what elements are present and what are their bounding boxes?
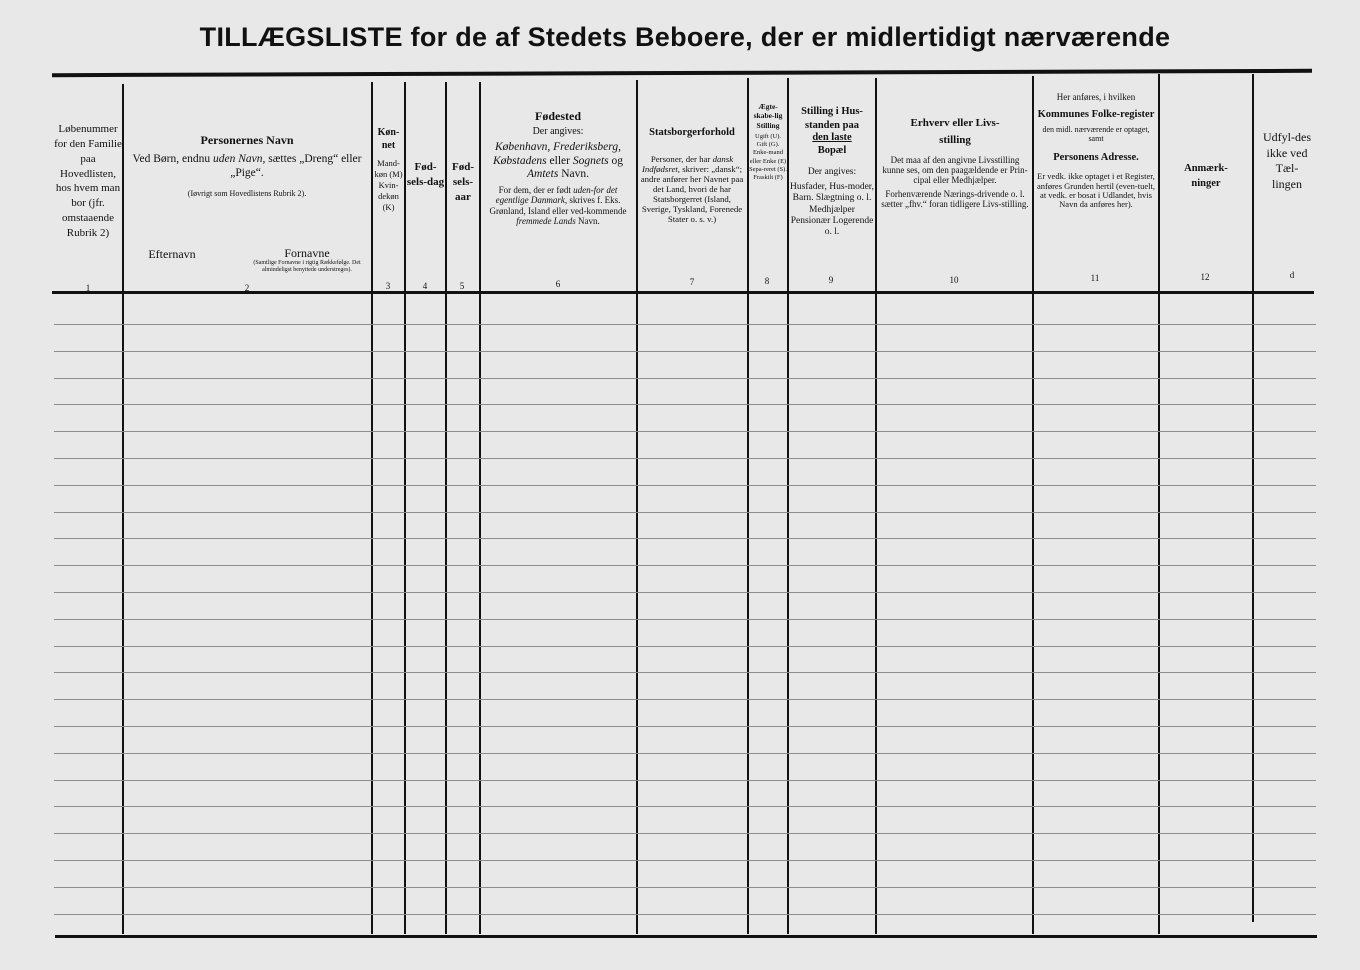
col6-p2c: Navn.: [575, 216, 600, 227]
col11-text: Er vedk. ikke optaget i et Register, anføres Grunden hertil (even-tuelt, at vedk. er bosat i Udlandet, hvis Navn da anføres her).: [1036, 171, 1155, 210]
row-rule: [54, 351, 1316, 352]
row-rule: [54, 378, 1316, 379]
col6-heading: Fødested: [535, 109, 581, 123]
col9-heading-underline: den laste: [812, 132, 852, 144]
col9-header: [790, 105, 874, 239]
col5-header: [447, 160, 479, 205]
col2-sub-left: Efternavn: [148, 247, 196, 261]
table-bottom-rule: [55, 935, 1317, 938]
col6-t2: og: [608, 154, 623, 167]
col-number-d: d: [1289, 270, 1295, 280]
col-number-6: 6: [555, 279, 561, 289]
col2-fornavne-note: (Samtlige Fornavne i rigtig Rækkefølge. Det almindeligst benyttede understreges).: [253, 260, 361, 273]
col4-header: [406, 160, 445, 190]
col7-header: [638, 127, 746, 224]
col6-it3: Amtets: [527, 167, 559, 180]
col11-heading: Kommunes Folke-register: [1037, 108, 1155, 120]
cold-text: Udfyl-des ikke ved Tæl-lingen: [1263, 130, 1311, 191]
col-number-12: 12: [1200, 272, 1210, 282]
row-rule: [54, 780, 1316, 781]
col12-header: [1160, 162, 1252, 191]
col10-p1: Det maa af den angivne Livsstilling kunne ses, om den paagældende er Prin-cipal eller Medhjælper.: [882, 155, 1028, 185]
col2-note-a: Ved Børn, endnu: [132, 153, 213, 166]
col-number-9: 9: [828, 275, 834, 285]
col9-text: Husfader, Hus-moder, Barn. Slægtning o. l. Medhjælper Pensionær Logerende o. l.: [790, 181, 874, 238]
row-rule: [54, 646, 1316, 647]
row-rule: [54, 512, 1316, 513]
col-number-7: 7: [689, 277, 695, 287]
col2-note: [132, 153, 361, 179]
row-rule: [54, 538, 1316, 539]
col2-sub-right: [248, 246, 366, 274]
row-rule: [54, 833, 1316, 834]
col3-heading: Køn-net: [377, 127, 400, 151]
row-rule: [54, 753, 1316, 754]
col9-heading2: Bopæl: [817, 144, 847, 156]
col11-header: [1035, 92, 1157, 210]
col1-header: [54, 122, 122, 241]
col2-header: [126, 133, 368, 199]
col7-heading: Statsborgerforhold: [649, 127, 735, 138]
col-number-5: 5: [459, 281, 465, 291]
col10-p2: Forhenværende Nærings-drivende o. l. sætter „fhv.“ foran tidligere Livs-stilling.: [881, 188, 1029, 209]
row-rule: [54, 565, 1316, 566]
col-number-4: 4: [422, 281, 428, 291]
col4-heading: Fød-sels-dag: [406, 161, 445, 188]
col-divider-11: [1158, 74, 1160, 934]
col6-p2it2: fremmede Lands: [516, 216, 576, 227]
col2-note-b: sættes „Dreng“ eller „Pige“.: [230, 153, 362, 180]
col5-heading: Fød-sels-aar: [452, 161, 474, 203]
row-rule: [54, 806, 1316, 807]
row-rule: [54, 485, 1316, 486]
cold-header: [1262, 130, 1312, 192]
row-rule: [54, 619, 1316, 620]
col6-sub: Der angives:: [532, 126, 584, 138]
col6-it2: Sognets: [572, 154, 609, 167]
col12-heading: Anmærk-ninger: [1184, 163, 1228, 189]
col10-header: [880, 115, 1030, 209]
col11-top: Her anføres, i hvilken: [1056, 92, 1136, 102]
col3-text: Mand-køn (M) Kvin-dekøn (K): [374, 158, 403, 213]
col6-t1: eller: [546, 154, 573, 167]
col6-t3: Navn.: [558, 167, 589, 180]
col2-note3: (Iøvrigt som Hovedlistens Rubrik 2).: [187, 188, 307, 198]
row-rule: [54, 324, 1316, 325]
row-rule: [54, 458, 1316, 459]
form-title: TILLÆGSLISTE for de af Stedets Beboere, der er midlertidigt nærværende: [199, 22, 1171, 52]
row-rule: [54, 887, 1316, 888]
col6-p2a: For dem, der er født: [498, 185, 574, 196]
col7-a-italic: dansk Indfødsret,: [641, 153, 734, 174]
col11-mid: den midl. nærværende er optaget, samt: [1042, 124, 1150, 143]
col8-header: [749, 102, 787, 182]
col6-p1: [483, 141, 633, 181]
row-rule: [54, 914, 1316, 915]
col6-header: [483, 109, 633, 226]
col9-heading1: Stilling i Hus-standen paa: [801, 106, 863, 131]
col7-text: [638, 154, 746, 225]
col3-header: [373, 126, 404, 213]
col10-heading: Erhverv eller Livs-stilling: [910, 117, 1000, 146]
col2-heading: Personernes Navn: [200, 133, 294, 147]
col-number-3: 3: [385, 281, 391, 291]
row-rule: [54, 431, 1316, 432]
row-rule: [54, 592, 1316, 593]
col11-heading2: Personens Adresse.: [1053, 151, 1139, 163]
col2-note-italic: uden Navn,: [212, 153, 266, 166]
col6-p2it: uden-for det egentlige Danmark,: [495, 185, 618, 206]
col6-p2: [483, 185, 633, 226]
col9-sub: Der angives:: [807, 167, 857, 178]
col-number-1: 1: [85, 283, 91, 293]
col-number-11: 11: [1090, 273, 1100, 283]
col8-heading: Ægte-skabe-lig Stilling: [753, 102, 783, 130]
row-rule: [54, 404, 1316, 405]
col7-a: Personer, der har: [650, 153, 713, 164]
row-rule: [54, 726, 1316, 727]
col-number-8: 8: [764, 276, 770, 286]
col-number-2: 2: [244, 283, 250, 293]
row-rule: [54, 699, 1316, 700]
col8-text: Ugift (U). Gift (G). Enke-mand eller Enke (E) Sepa-reret (S). Fraskilt (F): [749, 133, 787, 181]
row-rule: [54, 860, 1316, 861]
row-rule: [54, 672, 1316, 673]
col6-it1: København, Frederiksberg, Købstadens: [492, 141, 621, 167]
header-top-rule: [52, 69, 1312, 77]
col2-fornavne: Fornavne: [284, 246, 330, 260]
col-divider-12: [1252, 74, 1254, 922]
col6-p2b: skrives f. Eks. Grønland, Island eller ved-kommende: [489, 195, 627, 216]
col1-text: Løbenummer for den Familie paa Hovedlisten, hos hvem man bor (jfr. omstaaende Rubrik 2): [54, 123, 122, 239]
col7-b: skriver: „dansk“; andre anfører her Navnet paa det Land, hvori de har Statsborgerret (Island, Sverige, Tyskland, Forenede Stater o. s. v.): [640, 163, 744, 225]
col-number-10: 10: [949, 275, 959, 285]
